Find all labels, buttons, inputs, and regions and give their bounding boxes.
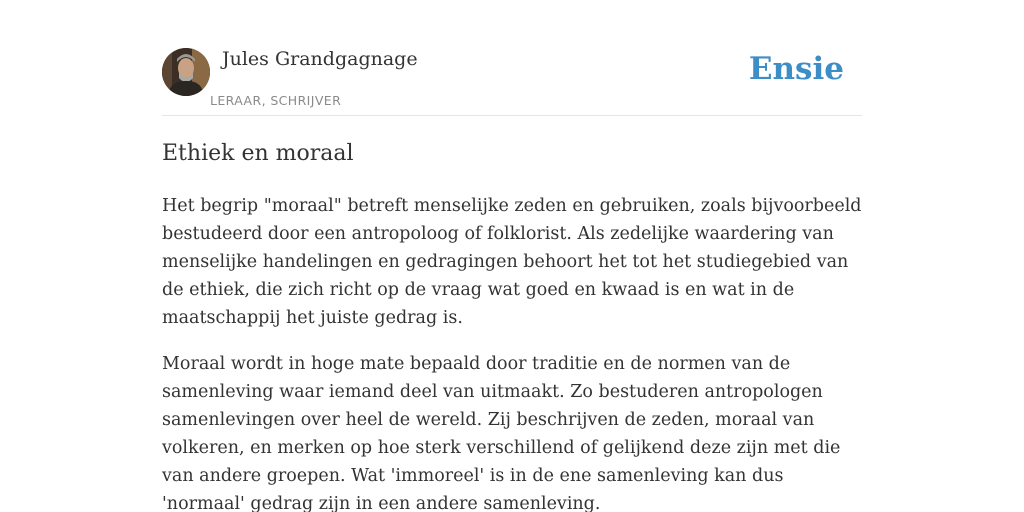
article-paragraph-1: Het begrip "moraal" betreft menselijke zeden en gebruiken, zoals bijvoorbeeld bestudeerd door een antropoloog of folklorist. Als zedelijke waardering van menselijke handelingen en gedragingen behoort het tot het studiegebied van de ethiek, die zich richt op de vraag wat goed en kwaad is en wat in de maatschappij het juiste gedrag is. (162, 196, 862, 328)
article-title: Ethiek en moraal (162, 141, 354, 166)
article-paragraph-2: Moraal wordt in hoge mate bepaald door traditie en de normen van de samenleving waar iemand deel van uitmaakt. Zo bestuderen antropologen samenlevingen over heel de wereld. Zij beschrijven de zeden, moraal van volkeren, en merken op hoe sterk verschillend of gelijkend deze zijn met die van andere groepen. Wat 'immoreel' is in de ene samenleving kan dus 'normaal' gedrag zijn in een andere samenleving. (162, 354, 841, 512)
author-avatar[interactable] (162, 48, 210, 96)
author-role: LERAAR, SCHRIJVER (210, 93, 342, 108)
ensie-logo[interactable]: Ensie (748, 51, 844, 87)
author-name[interactable]: Jules Grandgagnage (222, 48, 418, 70)
author-header (162, 44, 862, 116)
article (162, 138, 867, 512)
author-portrait-icon (162, 48, 210, 96)
